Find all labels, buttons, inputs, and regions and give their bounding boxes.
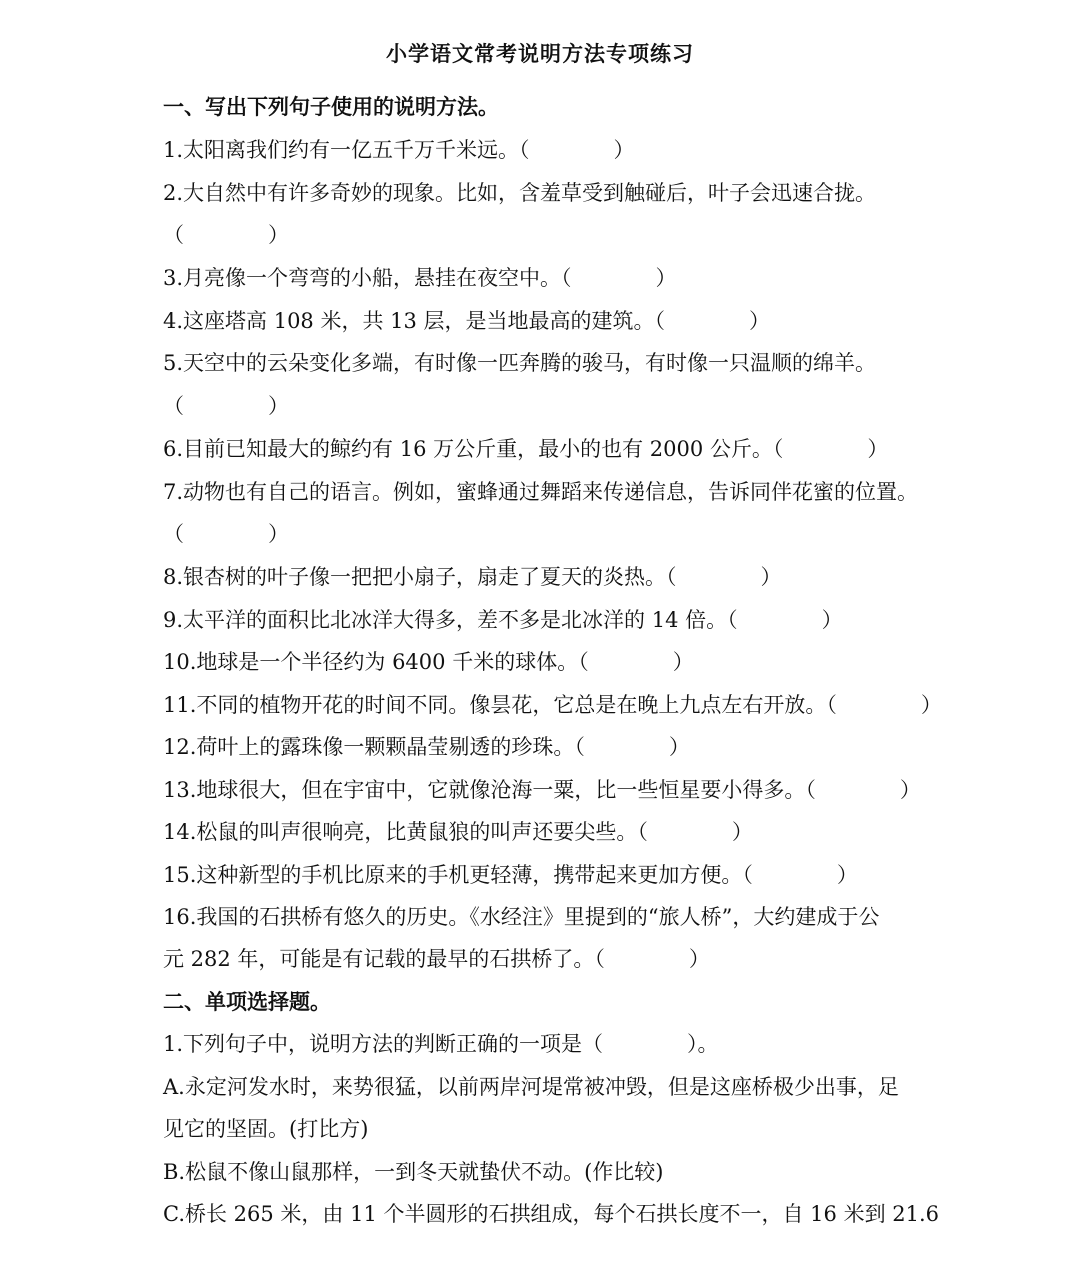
section1-item: 8.银杏树的叶子像一把把小扇子，扇走了夏天的炎热。（ ） bbox=[163, 565, 782, 589]
section1-item: 4.这座塔高 108 米，共 13 层，是当地最高的建筑。（ ） bbox=[163, 309, 771, 333]
section2-item: C.桥长 265 米，由 11 个半圆形的石拱组成，每个石拱长度不一，自 16 米到 21.6 bbox=[163, 1202, 940, 1226]
section1-item: 11.不同的植物开花的时间不同。像昙花，它总是在晚上九点左右开放。（ ） bbox=[163, 693, 942, 717]
section1-item: 1.太阳离我们约有一亿五千万千米远。（ ） bbox=[163, 138, 635, 162]
section2-item: 见它的坚固。(打比方) bbox=[163, 1117, 369, 1141]
section1-item: 12.荷叶上的露珠像一颗颗晶莹剔透的珍珠。（ ） bbox=[163, 735, 690, 759]
section1-item: （ ） bbox=[163, 394, 289, 418]
section2-item: B.松鼠不像山鼠那样，一到冬天就蛰伏不动。(作比较) bbox=[163, 1160, 664, 1184]
section1-item: （ ） bbox=[163, 522, 289, 546]
section1-item: 5.天空中的云朵变化多端，有时像一匹奔腾的骏马，有时像一只温顺的绵羊。 bbox=[163, 351, 877, 375]
section2-heading: 二、单项选择题。 bbox=[163, 989, 331, 1014]
section1-item: 7.动物也有自己的语言。例如，蜜蜂通过舞蹈来传递信息，告诉同伴花蜜的位置。 bbox=[163, 480, 919, 504]
section1-item: 14.松鼠的叫声很响亮，比黄鼠狼的叫声还要尖些。（ ） bbox=[163, 820, 753, 844]
section2-item: 1.下列句子中，说明方法的判断正确的一项是（ ）。 bbox=[163, 1032, 719, 1056]
section1-item: 6.目前已知最大的鲸约有 16 万公斤重，最小的也有 2000 公斤。（ ） bbox=[163, 437, 889, 461]
section1-heading: 一、写出下列句子使用的说明方法。 bbox=[163, 94, 499, 119]
section1-item: 2.大自然中有许多奇妙的现象。比如，含羞草受到触碰后，叶子会迅速合拢。 bbox=[163, 181, 877, 205]
section1-item: 3.月亮像一个弯弯的小船，悬挂在夜空中。（ ） bbox=[163, 266, 677, 290]
worksheet-title: 小学语文常考说明方法专项练习 bbox=[386, 41, 694, 66]
section1-item: 元 282 年，可能是有记载的最早的石拱桥了。（ ） bbox=[163, 947, 710, 971]
section1-item: 13.地球很大，但在宇宙中，它就像沧海一粟，比一些恒星要小得多。（ ） bbox=[163, 778, 921, 802]
section1-item: 9.太平洋的面积比北冰洋大得多，差不多是北冰洋的 14 倍。（ ） bbox=[163, 608, 843, 632]
section1-item: 15.这种新型的手机比原来的手机更轻薄，携带起来更加方便。（ ） bbox=[163, 863, 858, 887]
section1-item: 10.地球是一个半径约为 6400 千米的球体。（ ） bbox=[163, 650, 694, 674]
section1-item: 16.我国的石拱桥有悠久的历史。《水经注》里提到的“旅人桥”，大约建成于公 bbox=[163, 905, 880, 929]
section2-item: A.永定河发水时，来势很猛，以前两岸河堤常被冲毁，但是这座桥极少出事，足 bbox=[163, 1075, 899, 1099]
section1-item: （ ） bbox=[163, 223, 289, 247]
